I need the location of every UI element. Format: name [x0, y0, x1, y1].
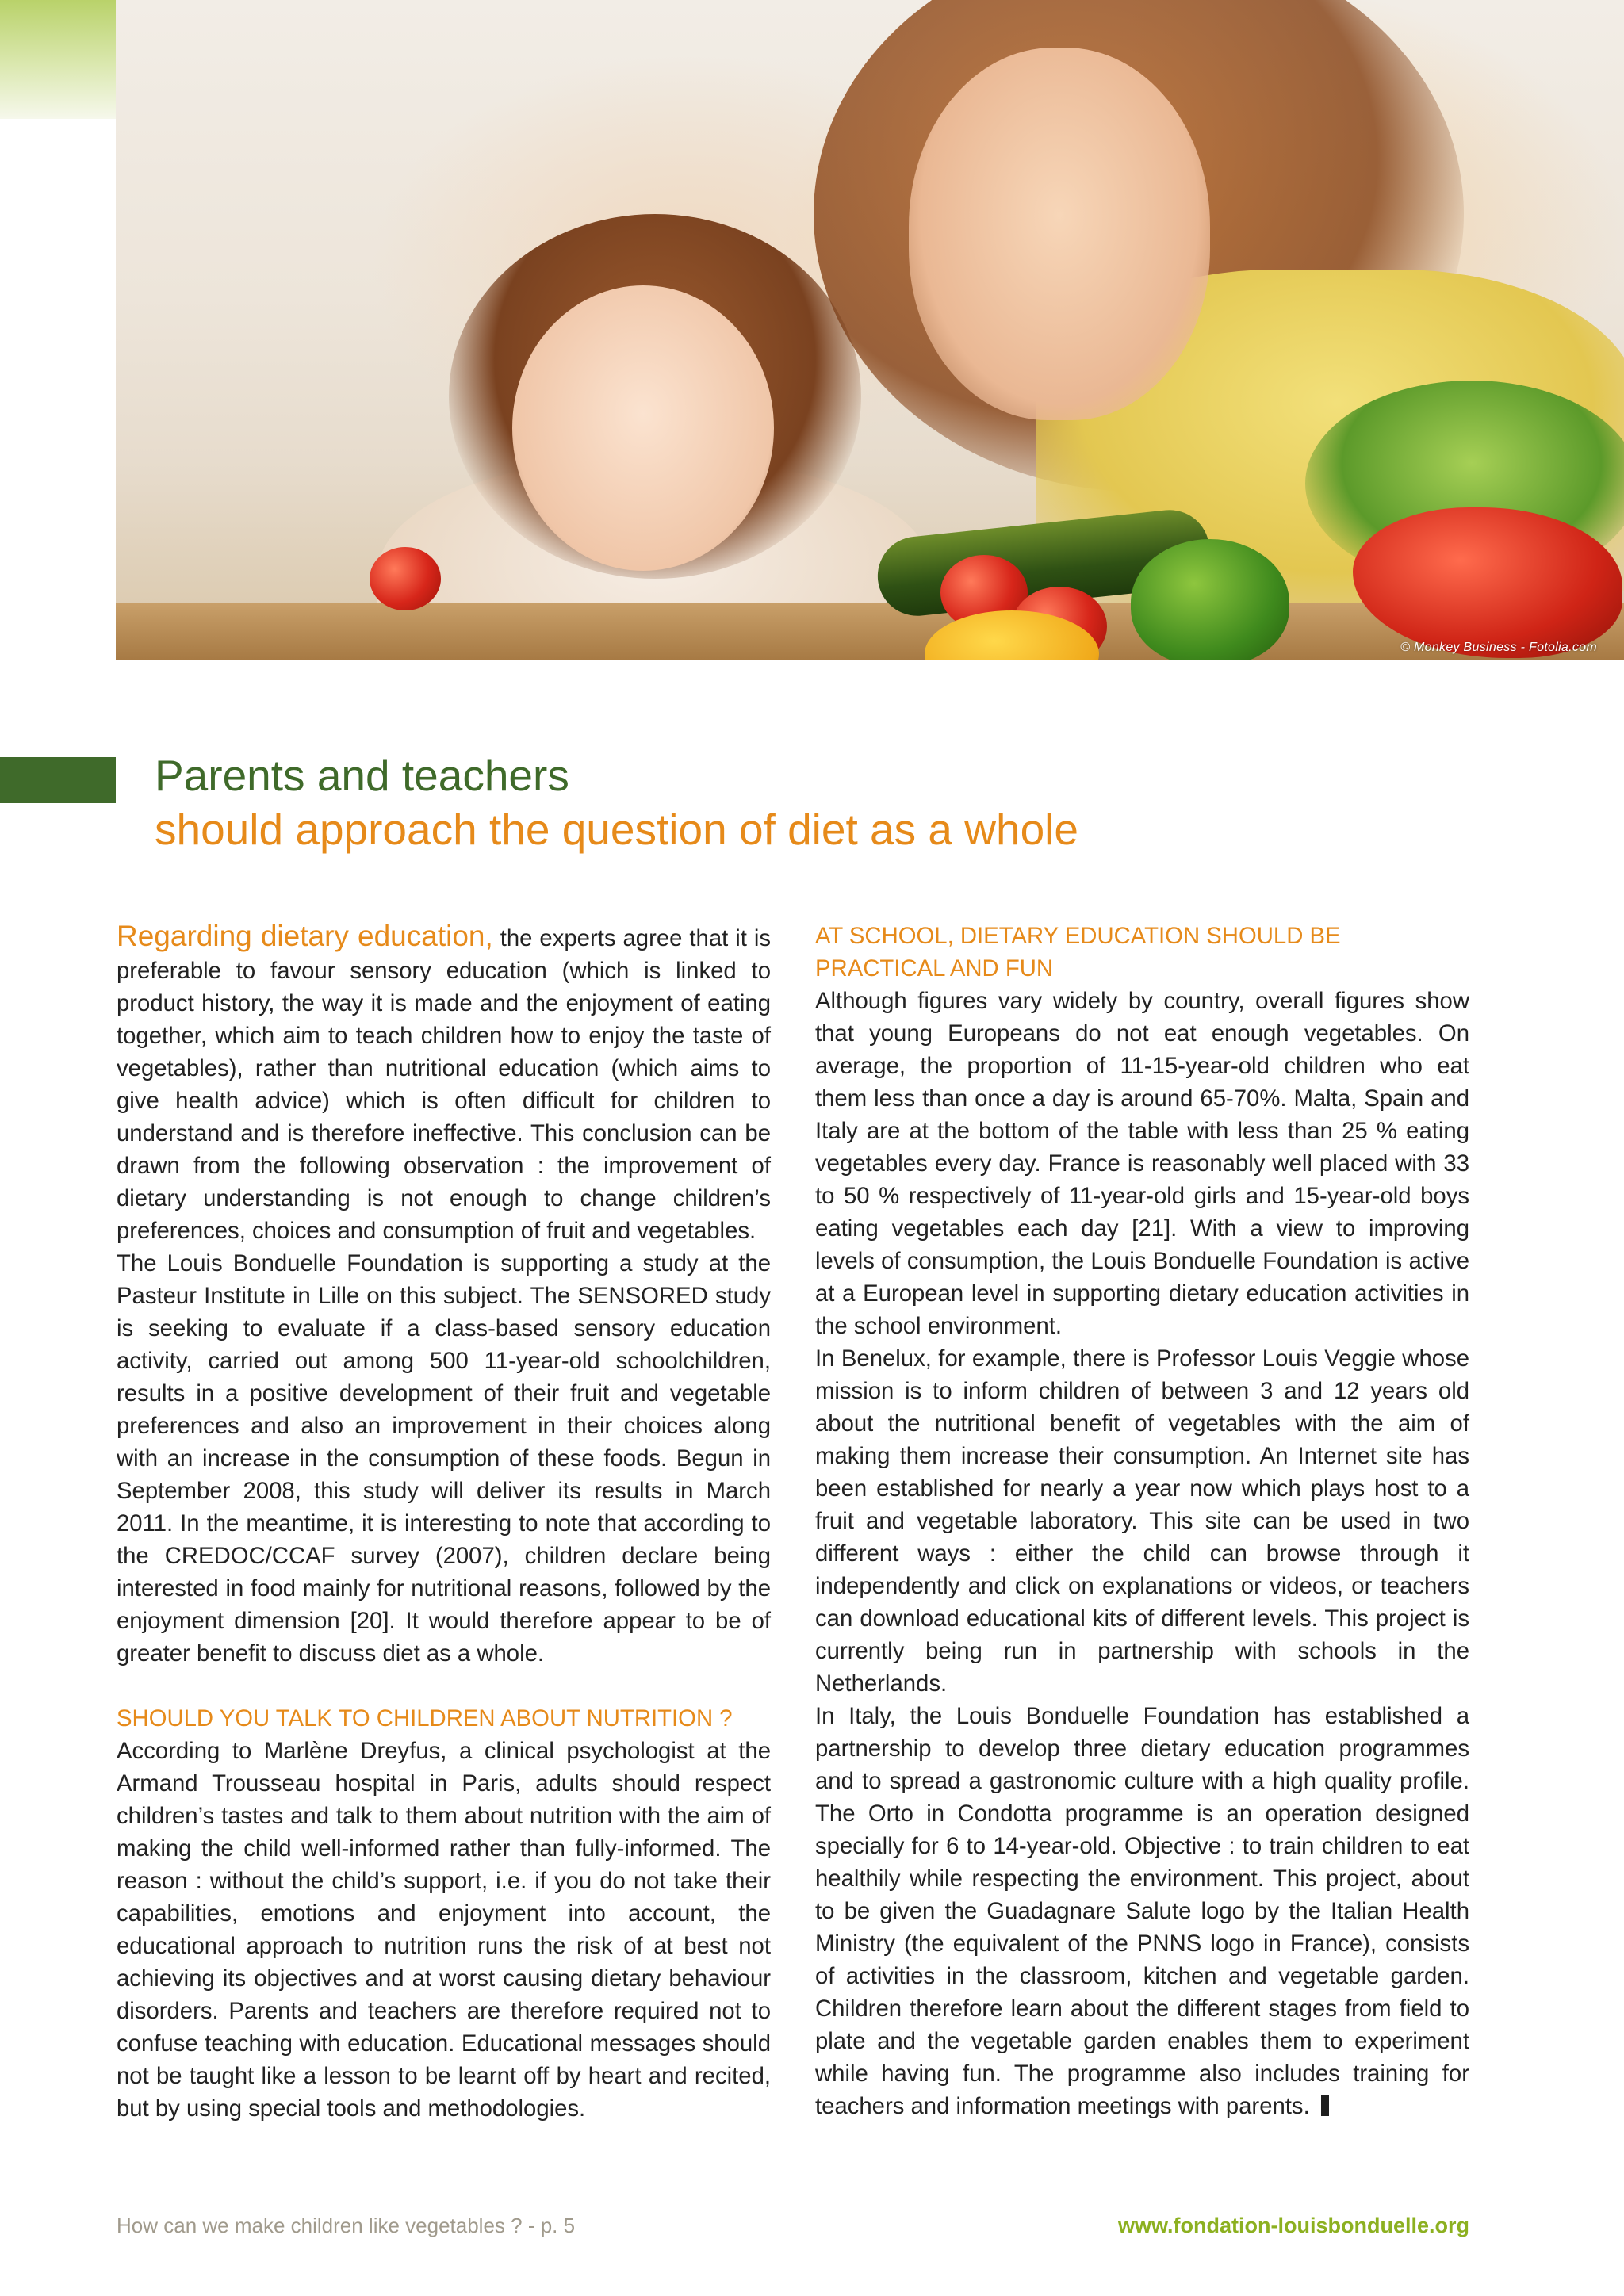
right-paragraph-3-text: In Italy, the Louis Bonduelle Foundation has established a partnership to develop three dietary education programmes and to spread a gastronomic culture with a high quality profile. The Orto in Condotta programme is an operation designed specially for 6 to 14-year-old. Objective : to train children to eat healthily while respecting the environment. This project, about to be given the Guadagnare Salute logo by the Italian Health Ministry (the equivalent of the PNNS logo in France), consists of activities in the classroom, kitchen and vegetable garden. Children therefore learn about the different stages from field to plate and the vegetable garden enables them to experiment while having fun. The programme also includes training for teachers and information meetings with parents.	[815, 1703, 1469, 2119]
left-paragraph-1-text: the experts agree that it is preferable to favour sensory education (which is linked to product history, the way it is made and the enjoyment of eating together, which aim to teach children how to enjoy the taste of vegetables), rather than nutritional education (which aims to give health advice) which is often difficult for children to understand and is therefore ineffective. This conclusion can be drawn from the following observation : the improvement of dietary understanding is not enough to change children’s preferences, choices and consumption of fruit and vegetables.	[117, 925, 771, 1244]
right-column	[815, 920, 1469, 2122]
hero-photo	[116, 0, 1624, 660]
spacer	[117, 1670, 771, 1702]
heading-line-2: should approach the question of diet as a whole	[155, 805, 1078, 854]
photo-credit: © Monkey Business - Fotolia.com	[1400, 641, 1597, 654]
corner-accent-block	[0, 0, 116, 119]
right-paragraph-1: Although figures vary widely by country, overall figures show that young Europeans do not eat enough vegetables. On average, the proportion of 11-15-year-old children who eat them less than once a day is around 65-70%. Malta, Spain and Italy are at the bottom of the table with less than 25 % eating vegetables every day. France is reasonably well placed with 33 to 50 % respectively of 11-year-old girls and 15-year-old boys eating vegetables each day [21]. With a view to improving levels of consumption, the Louis Bonduelle Foundation is active at a European level in supporting dietary education activities in the school environment.	[815, 988, 1469, 1339]
heading-accent-bar	[0, 757, 116, 803]
right-paragraph-2: In Benelux, for example, there is Professor Louis Veggie whose mission is to inform children of between 3 and 12 years old about the nutritional benefit of vegetables with the aim of making them increase their consumption. An Internet site has been established for nearly a year now which plays host to a fruit and vegetable laboratory. This site can be used in two different ways : either the child can browse through it independently and click on explanations or videos, or teachers can download educational kits of different levels. This project is currently being run in partnership with schools in the Netherlands.	[815, 1345, 1469, 1697]
left-paragraph-1	[117, 920, 771, 1247]
left-subheading: SHOULD YOU TALK TO CHILDREN ABOUT NUTRITION ?	[117, 1705, 733, 1732]
end-of-article-mark	[1321, 2095, 1329, 2116]
left-paragraph-3: According to Marlène Dreyfus, a clinical psychologist at the Armand Trousseau hospital in Paris, adults should respect children’s tastes and talk to them about nutrition with the aim of making the child well-informed rather than fully-informed. The reason : without the child’s support, i.e. if you do not take their capabilities, emotions and enjoyment into account, the educational approach to nutrition runs the risk of at best not achieving its objectives and at worst causing dietary behaviour disorders. Parents and teachers are therefore required not to confuse teaching with education. Educational messages should not be taught like a lesson to be learnt off by heart and recited, but by using special tools and methodologies.	[117, 1738, 771, 2122]
section-heading	[155, 748, 1503, 856]
photo-mother-face	[909, 48, 1210, 420]
photo-tomato	[370, 547, 441, 610]
left-column	[117, 920, 771, 2125]
right-paragraph-3	[815, 1700, 1469, 2122]
lead-in: Regarding dietary education,	[117, 920, 493, 952]
photo-green-pepper	[1131, 539, 1289, 660]
heading-line-1: Parents and teachers	[155, 751, 569, 800]
footer-website-link[interactable]: www.fondation-louisbonduelle.org	[1118, 2214, 1469, 2237]
photo-child-face	[512, 285, 774, 571]
right-subheading: AT SCHOOL, DIETARY EDUCATION SHOULD BE PRACTICAL AND FUN	[815, 923, 1341, 982]
footer-page-label: How can we make children like vegetables ? - p. 5	[117, 2214, 576, 2237]
left-paragraph-2: The Louis Bonduelle Foundation is supporting a study at the Pasteur Institute in Lille on this subject. The SENSORED study is seeking to evaluate if a class-based sensory education activity, carried out among 500 11-year-old schoolchildren, results in a positive development of their fruit and vegetable preferences and also an improvement in their choices along with an increase in the consumption of these foods. Begun in September 2008, this study will deliver its results in March 2011. In the meantime, it is interesting to note that according to the CREDOC/CCAF survey (2007), children declare being interested in food mainly for nutritional reasons, followed by the enjoyment dimension [20]. It would therefore appear to be of greater benefit to discuss diet as a whole.	[117, 1250, 771, 1667]
